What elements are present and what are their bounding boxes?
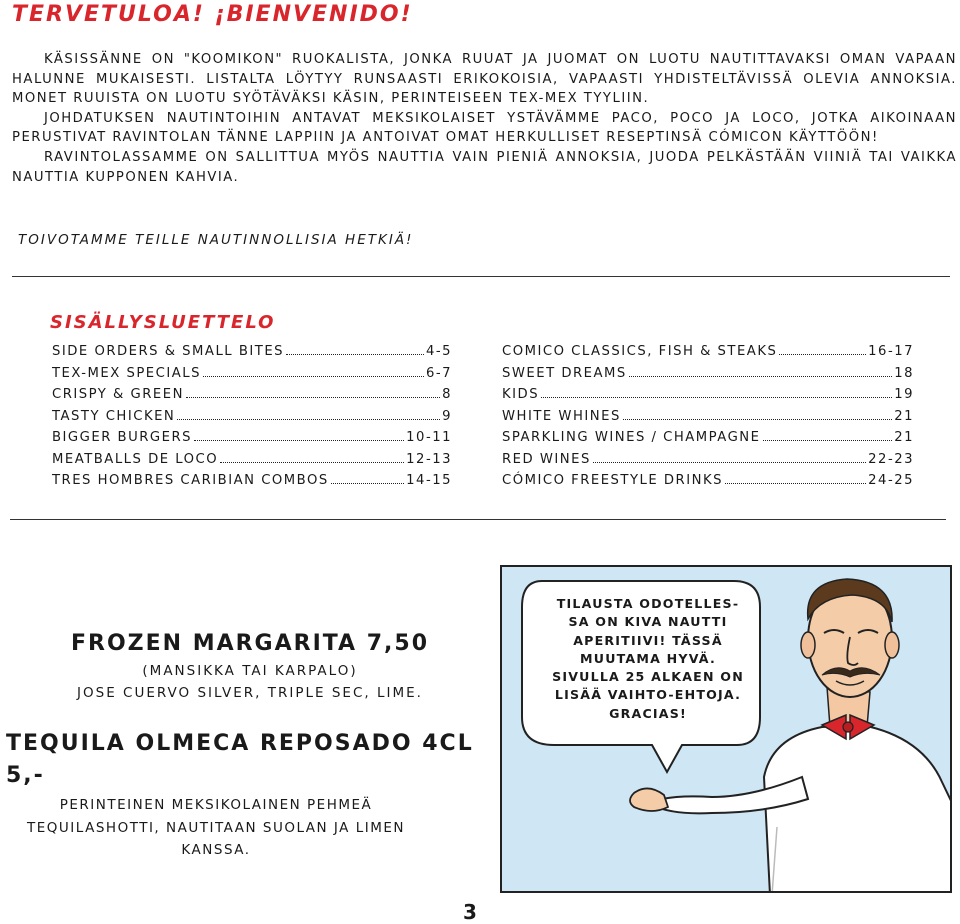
dot-leader: [203, 376, 424, 377]
dot-leader: [186, 397, 440, 398]
toc-entry[interactable]: [52, 341, 452, 363]
toc-entry-pages: 12-13: [406, 451, 452, 467]
toc-entry-pages: 9: [442, 408, 452, 424]
toc-entry-pages: 21: [894, 408, 914, 424]
intro-text: [12, 50, 957, 187]
toc-entry-pages: 22-23: [868, 451, 914, 467]
tequila-description: PERINTEINEN MEKSIKOLAINEN PEHMEÄ TEQUILASHOTTI, NAUTITAAN SUOLAN JA LIMEN KANSSA.: [27, 797, 405, 858]
margarita-title: FROZEN MARGARITA 7,50: [70, 631, 430, 656]
toc-entry-label: CRISPY & GREEN: [52, 387, 184, 402]
dot-leader: [725, 483, 866, 484]
toc-entry-pages: 8: [442, 387, 452, 402]
toc-left-column: [52, 341, 452, 492]
margarita-offer: [60, 628, 440, 704]
toc-entry-label: SIDE ORDERS & SMALL BITES: [52, 344, 285, 359]
toc-entry-pages: 24-25: [868, 473, 914, 488]
toc-entry[interactable]: [52, 363, 452, 385]
toc-entry-pages: 18: [894, 365, 914, 381]
margarita-subtitle: (MANSIKKA TAI KARPALO): [142, 663, 358, 679]
dot-leader: [331, 483, 404, 484]
page-number: 3: [463, 900, 477, 924]
toc-entry[interactable]: [52, 406, 452, 428]
toc-right-column: [502, 341, 914, 492]
divider: [10, 519, 946, 520]
toc-entry-pages: 6-7: [425, 365, 452, 381]
toc-entry-pages: 14-15: [406, 473, 452, 488]
toc-entry-label: SPARKLING WINES / CHAMPAGNE: [502, 430, 761, 445]
toc-entry[interactable]: [52, 384, 452, 406]
toc-entry-label: COMICO CLASSICS, FISH & STEAKS: [502, 344, 778, 359]
welcome-heading: TERVETULOA! ¡BIENVENIDO!: [12, 2, 413, 27]
toc-entry-label: TASTY CHICKEN: [52, 408, 176, 424]
toc-title: SISÄLLYSLUETTELO: [50, 312, 276, 333]
speech-bubble-text: TILAUSTA ODOTELLES-SA ON KIVA NAUTTI APERITIIVI! TÄSSÄ MUUTAMA HYVÄ. SIVULLA 25 ALKAEN ON LISÄÄ VAIHTO-EHTOJA. GRACIAS!: [552, 596, 744, 721]
intro-paragraph: JOHDATUKSEN NAUTINTOIHIN ANTAVAT MEKSIKOLAISET YSTÄVÄMME PACO, POCO JA LOCO, JOTKA AIKOINAAN PERUSTIVAT RAVINTOLAN TÄNNE LAPPIIN JA ANTOIVAT OMAT HERKULLISET RESEPTINSÄ CÓMICON KÄYTTÖÖN!: [12, 110, 957, 146]
dot-leader: [177, 419, 440, 420]
toc-entry-pages: 21: [894, 430, 914, 445]
toc-entry[interactable]: [502, 449, 914, 471]
toc-entry-pages: 19: [894, 387, 914, 402]
toc-entry-label: CÓMICO FREESTYLE DRINKS: [502, 473, 723, 488]
dot-leader: [593, 462, 866, 463]
dot-leader: [541, 397, 892, 398]
toc-entry[interactable]: [502, 363, 914, 385]
dot-leader: [629, 376, 892, 377]
dot-leader: [623, 419, 892, 420]
toc-entry[interactable]: [52, 427, 452, 449]
toc-entry-label: WHITE WHINES: [502, 408, 621, 424]
wish-line: TOIVOTAMME TEILLE NAUTINNOLLISIA HETKIÄ!: [18, 232, 414, 248]
dot-leader: [763, 440, 893, 441]
toc-entry-label: BIGGER BURGERS: [52, 430, 193, 445]
toc-entry[interactable]: [502, 341, 914, 363]
toc-entry-label: TRES HOMBRES CARIBIAN COMBOS: [52, 473, 329, 488]
toc-entry-label: TEX-MEX SPECIALS: [52, 365, 201, 381]
tequila-title: TEQUILA OLMECA REPOSADO 4CL 5,-: [6, 731, 474, 788]
toc-entry[interactable]: [502, 406, 914, 428]
toc-entry[interactable]: [502, 470, 914, 492]
toc-entry-label: RED WINES: [502, 451, 591, 467]
intro-paragraph: KÄSISSÄNNE ON "KOOMIKON" RUOKALISTA, JONKA RUUAT JA JUOMAT ON LUOTU NAUTITTAVAKSI OMAN VAPAAN HALUNNE MUKAISESTI. LISTALTA LÖYTYY RUNSAASTI ERIKOKOISIA, VAPAASTI YHDISTELTÄVISSÄ OLEVIA ANNOKSIA. MONET RUUISTA ON LUOTU SYÖTÄVÄKSI KÄSIN, PERINTEISEEN TEX-MEX TYYLIIN.: [12, 52, 957, 107]
toc-entry-pages: 10-11: [406, 430, 452, 445]
dot-leader: [220, 462, 404, 463]
toc-entry[interactable]: [502, 384, 914, 406]
dot-leader: [286, 354, 424, 355]
dot-leader: [779, 354, 866, 355]
intro-paragraph: RAVINTOLASSAMME ON SALLITTUA MYÖS NAUTTIA VAIN PIENIÄ ANNOKSIA, JUODA PELKÄSTÄÄN VIINIÄ TAI VAIKKA NAUTTIA KUPPONEN KAHVIA.: [12, 149, 957, 185]
toc-entry-pages: 4-5: [425, 344, 452, 359]
divider: [12, 276, 950, 277]
toc-entry-label: SWEET DREAMS: [502, 365, 627, 381]
toc-entry-label: KIDS: [502, 387, 540, 402]
tequila-offer: [6, 728, 506, 862]
margarita-ingredients: JOSE CUERVO SILVER, TRIPLE SEC, LIME.: [77, 685, 423, 701]
toc-entry-label: MEATBALLS DE LOCO: [52, 451, 219, 467]
toc-entry[interactable]: [52, 449, 452, 471]
dot-leader: [194, 440, 404, 441]
toc-entry[interactable]: [52, 470, 452, 492]
toc-entry[interactable]: [502, 427, 914, 449]
toc-entry-pages: 16-17: [868, 344, 914, 359]
